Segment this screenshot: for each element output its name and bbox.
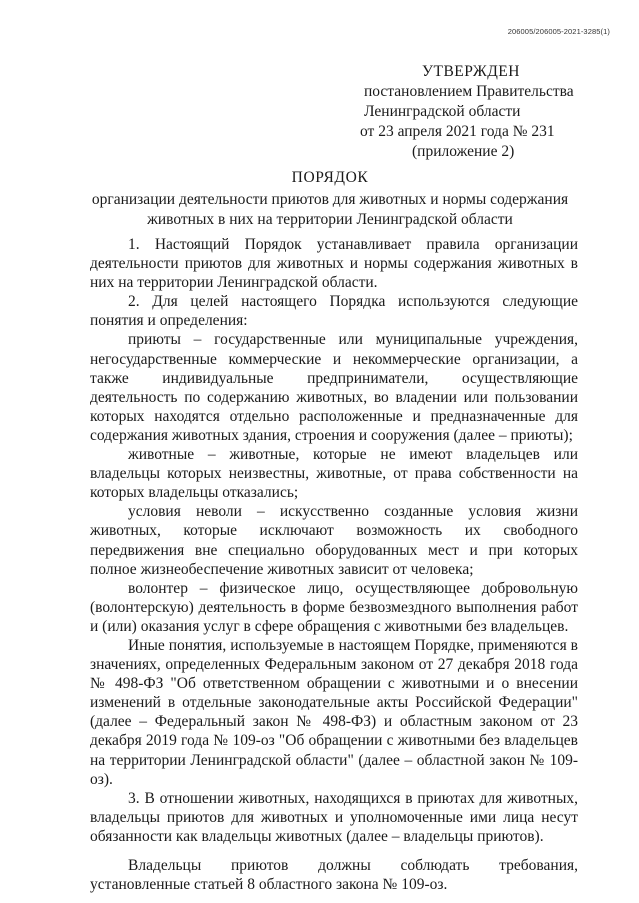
definition-animals: животные – животные, которые не имеют владельцев или владельцы которых неизвестны, животные, от права собственности на которых владельцы отказались; [90, 446, 578, 502]
approval-line-4: (приложение 2) [412, 143, 515, 160]
document-title: ПОРЯДОК [291, 169, 369, 186]
approval-line-1: постановлением Правительства [364, 83, 574, 100]
paragraph-1: 1. Настоящий Порядок устанавливает правила организации деятельности приютов для животных и нормы содержания животных в них на территории Ленинградской области. [90, 236, 578, 292]
definition-shelters: приюты – государственные или муниципальные учреждения, негосударственные коммерческие и некоммерческие организации, а также индивидуальные предприниматели, осуществляющие деятельность по содержанию животных, во владении или пользовании которых находятся отдельно расположенные и предназначенные для содержания животных здания, строения и сооружения (далее – приюты); [90, 331, 578, 444]
document-title-block [60, 168, 600, 230]
document-id: 206005/206005-2021-3285(1) [507, 27, 610, 36]
approval-line-3: от 23 апреля 2021 года № 231 [360, 123, 555, 140]
paragraph-3: 3. В отношении животных, находящихся в приютах для животных, владельцы приютов для животных и уполномоченные ими лица несут обязанности как владельцы животных (далее – владельцы приютов). [90, 789, 578, 845]
approval-block [360, 62, 600, 162]
document-subtitle: организации деятельности приютов для животных и нормы содержания животных в них на территории Ленинградской области [91, 191, 569, 228]
document-body [90, 235, 578, 894]
approval-line-2: Ленинградской области [364, 103, 521, 120]
paragraph-other-terms: Иные понятия, используемые в настоящем Порядке, применяются в значениях, определенных Федеральным законом от 27 декабря 2018 года № 498-ФЗ "Об ответственном обращении с животными и о внесении изменений в отдельные законодательные акты Российской Федерации" (далее – Федеральный закон № 498-ФЗ) и областным законом от 23 декабря 2019 года № 109-оз "Об обращении с животными без владельцев на территории Ленинградской области" (далее – областной закон № 109-оз). [90, 636, 578, 788]
definition-captivity: условия неволи – искусственно созданные условия жизни животных, которые исключают возможность их свободного передвижения вне специально оборудованных мест и при которых полное жизнеобеспечение животных зависит от человека; [90, 503, 578, 578]
definition-volunteer: волонтер – физическое лицо, осуществляющее добровольную (волонтерскую) деятельность в форме безвозмездного выполнения работ и (или) оказания услуг в сфере обращения с животными без владельцев. [90, 579, 578, 635]
paragraph-2: 2. Для целей настоящего Порядка используются следующие понятия и определения: [90, 293, 578, 330]
paragraph-owners-requirements: Владельцы приютов должны соблюдать требования, установленные статьей 8 областного закона № 109-оз. [90, 857, 578, 894]
approval-title: УТВЕРЖДЕН [422, 63, 520, 80]
